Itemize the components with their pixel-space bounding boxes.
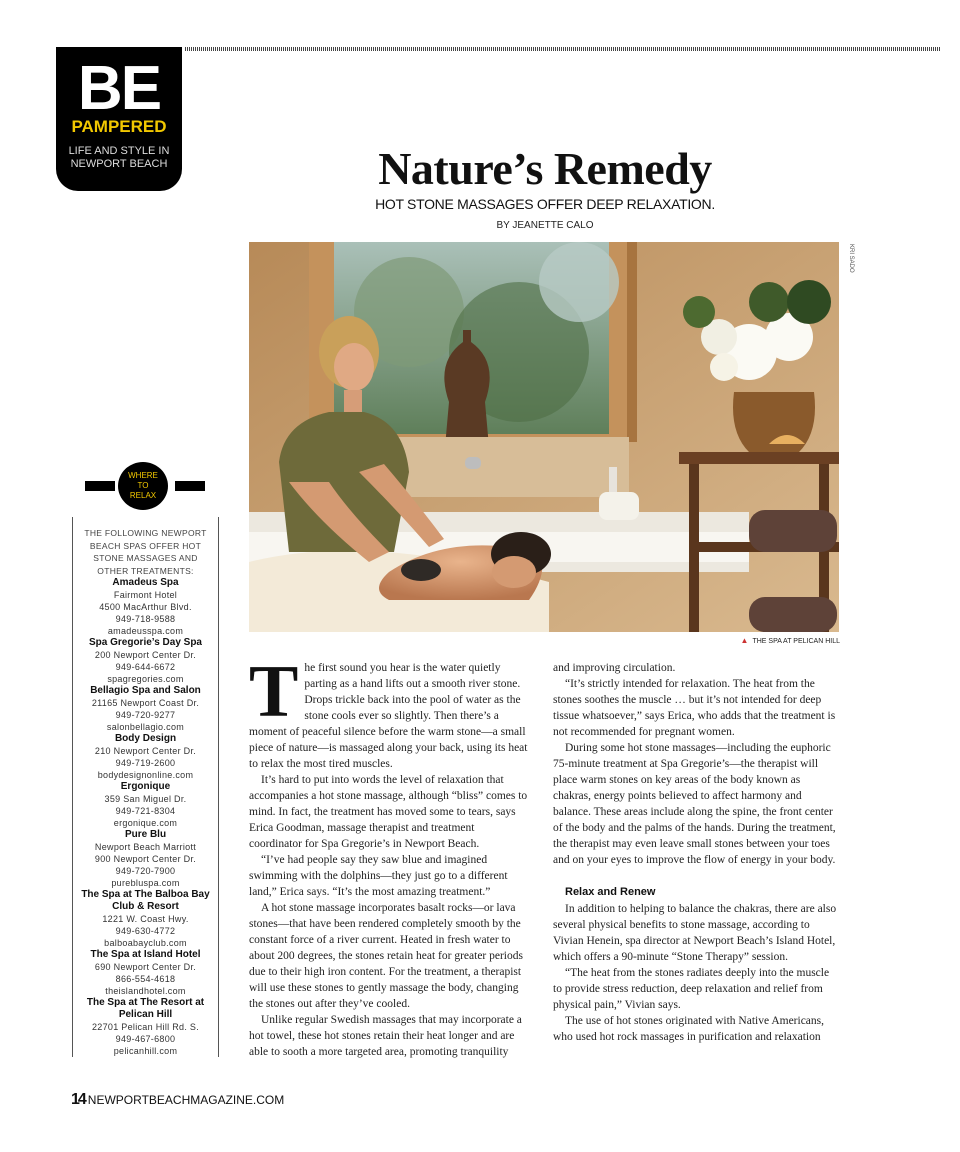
page-footer [71,1091,284,1109]
section-badge-be: BE [77,54,161,123]
badge-line-1: WHERE [128,471,158,480]
badge-bar-right [175,481,205,491]
spa-detail: balboabayclub.com [104,938,187,948]
article-paragraph: During some hot stone massages—including the euphoric 75-minute treatment at Spa Gregorie’s—the therapist will place warm stones on key areas of the body known as chakras, energy points believed to affect harmony and balance. These areas include along the spine, the front center of the body and the palms of the hands. During the treatment, the therapist may even leave small stones between your toes and on your eyes to improve the flow of energy in your body. [553,742,836,866]
spa-directory [72,517,219,1057]
article-paragraph: “It’s strictly intended for relaxation. The heat from the stones soothes the muscle … but it’s not intended for deep tissue whatsoever,” says Erica, who adds that the treatment is not recommended for pregnant women. [553,678,836,738]
spa-list [73,577,218,1057]
spa-name: Spa Gregorie’s Day Spa [88,637,202,648]
spa-detail: purebluspa.com [111,878,180,888]
article-paragraph: It’s hard to put into words the level of relaxation that accompanies a hot stone massage, although “bliss” comes to mind. In fact, the treatment has moved some to tears, says Erica Goodman, massage therapist and treatment coordinator for Spa Gregorie’s in Newport Beach. [249,774,528,850]
article-paragraph: he first sound you hear is the water quietly parting as a hand lifts out a smooth river stone. Drops trickle back into the pool of water as the stone cools ever so slightly. Then there’s a moment of peaceful silence before the warm stone—a small piece of nature—is massaged along your back, using its heat to relax the most tired muscles. [249,662,528,770]
spa-name: The Spa at Island Hotel [90,949,201,960]
spa-name: Body Design [114,733,177,744]
column-2-continuation: and improving circulation. [553,662,676,674]
article-column-2 [553,660,840,1045]
spa-detail: 949-721-8304 [115,806,176,816]
spa-detail: 22701 Pelican Hill Rd. S. [91,1022,200,1032]
badge-bar-left [85,481,115,491]
article-byline: BY JEANETTE CALO [496,220,594,231]
section-badge-pampered: PAMPERED [71,117,167,136]
spa-detail: 949-720-9277 [115,710,176,720]
section-badge-sub-line2: NEWPORT BEACH [70,158,168,170]
spa-detail: 21165 Newport Coast Dr. [91,698,200,708]
spa-detail: amadeusspa.com [107,626,184,636]
where-to-relax-badge [85,462,205,510]
section-badge-sub-line1: LIFE AND STYLE IN [68,145,170,157]
spa-entry [73,685,218,733]
article-paragraph: “I’ve had people say they saw blue and imagined swimming with the dolphins—they just go to a different land,” Erica says. “It’s the most amazing treatment.” [249,854,508,898]
photo-credit: KRI SADO [848,244,854,273]
badge-circle [118,462,168,510]
footer-site: NEWPORTBEACHMAGAZINE.COM [87,1093,285,1107]
spa-detail: 359 San Miguel Dr. [104,794,187,804]
spa-detail: ergonique.com [113,818,178,828]
spa-entry [73,781,218,829]
article-paragraph: Unlike regular Swedish massages that may incorporate a hot towel, these hot stones retain their heat longer and are able to sooth a more targeted area, promoting tranquility [249,1014,522,1058]
drop-cap: T [249,651,299,733]
spa-detail: 866-554-4618 [115,974,176,984]
section-badge-subtitle [56,145,182,171]
spa-entry [73,997,218,1057]
page-number: 14 [71,1091,85,1108]
article-paragraph: A hot stone massage incorporates basalt rocks—or lava stones—that have been rendered completely smooth by the constant force of a river current. Heated in fresh water to about 200 degrees, the stones retain heat for greater periods due to their high iron content. For the treatment, a therapist will use these stones to gently massage the body, changing the stones out after they’ve cooled. [249,902,523,1010]
spa-entry [73,637,218,685]
spa-entry [73,829,218,889]
spa-photo [249,242,839,632]
spa-detail: theislandhotel.com [105,986,186,996]
spa-entry [73,733,218,781]
spa-name: The Spa at The Balboa Bay Club & Resort [81,889,210,912]
spa-detail: 949-720-7900 [115,866,176,876]
article-title: Nature’s Remedy [378,143,712,194]
spa-detail: pelicanhill.com [113,1046,178,1056]
spa-detail: 210 Newport Center Dr. [94,746,197,756]
spa-entry [73,577,218,637]
spa-detail: 949-630-4772 [115,926,176,936]
article-paragraph: “The heat from the stones radiates deeply into the muscle to provide stress reduction, deep relaxation and relief from physical pain,” Vivian says. [553,967,830,1011]
spa-name: Ergonique [120,781,171,792]
badge-line-2: TO [137,481,149,490]
spa-detail: 1221 W. Coast Hwy. [102,914,189,924]
spa-detail: 949-719-2600 [115,758,176,768]
spa-detail: 4500 MacArthur Blvd. [99,602,192,612]
caption-text: THE SPA AT PELICAN HILL [752,638,840,645]
spa-name: The Spa at The Resort at Pelican Hill [86,997,205,1020]
spa-detail: bodydesignonline.com [97,770,194,780]
top-rule [185,47,940,51]
section-badge [56,47,182,191]
badge-line-3: RELAX [129,491,157,500]
spa-name: Pure Blu [124,829,167,840]
spa-detail: 200 Newport Center Dr. [94,650,197,660]
spa-name: Amadeus Spa [112,577,179,588]
caption-triangle-icon: ▲ [740,636,749,645]
spa-detail: 949-718-9588 [115,614,176,624]
spa-detail: 690 Newport Center Dr. [94,962,197,972]
spa-detail: 949-467-6800 [115,1034,176,1044]
article-subtitle: HOT STONE MASSAGES OFFER DEEP RELAXATION. [375,196,715,212]
spa-entry [73,889,218,949]
spa-name: Bellagio Spa and Salon [90,685,201,696]
photo-caption [600,636,840,645]
spa-detail: spagregories.com [107,674,184,684]
spa-detail: Fairmont Hotel [113,590,178,600]
column-2-paragraphs-after-subhead [553,901,840,1045]
article-paragraph: In addition to helping to balance the chakras, there are also several physical benefits to stone massage, according to Vivian Henein, spa director at Newport Beach’s Island Hotel, which offers a 90-minute “Stone Therapy” session. [553,903,837,963]
spa-detail: 900 Newport Center Dr. [94,854,197,864]
article-paragraph: The use of hot stones originated with Native Americans, who used hot rock massages in purification and relaxation [553,1015,825,1043]
spa-detail: Newport Beach Marriott [94,842,197,852]
spa-entry [73,949,218,997]
column-2-paragraphs [553,676,840,868]
article-column-1 [249,651,529,1060]
spa-detail: salonbellagio.com [106,722,185,732]
spa-detail: 949-644-6672 [115,662,176,672]
directory-intro: THE FOLLOWING NEWPORT BEACH SPAS OFFER HOT STONE MASSAGES AND OTHER TREATMENTS: [84,528,207,576]
subhead-relax-renew: Relax and Renew [565,886,656,898]
